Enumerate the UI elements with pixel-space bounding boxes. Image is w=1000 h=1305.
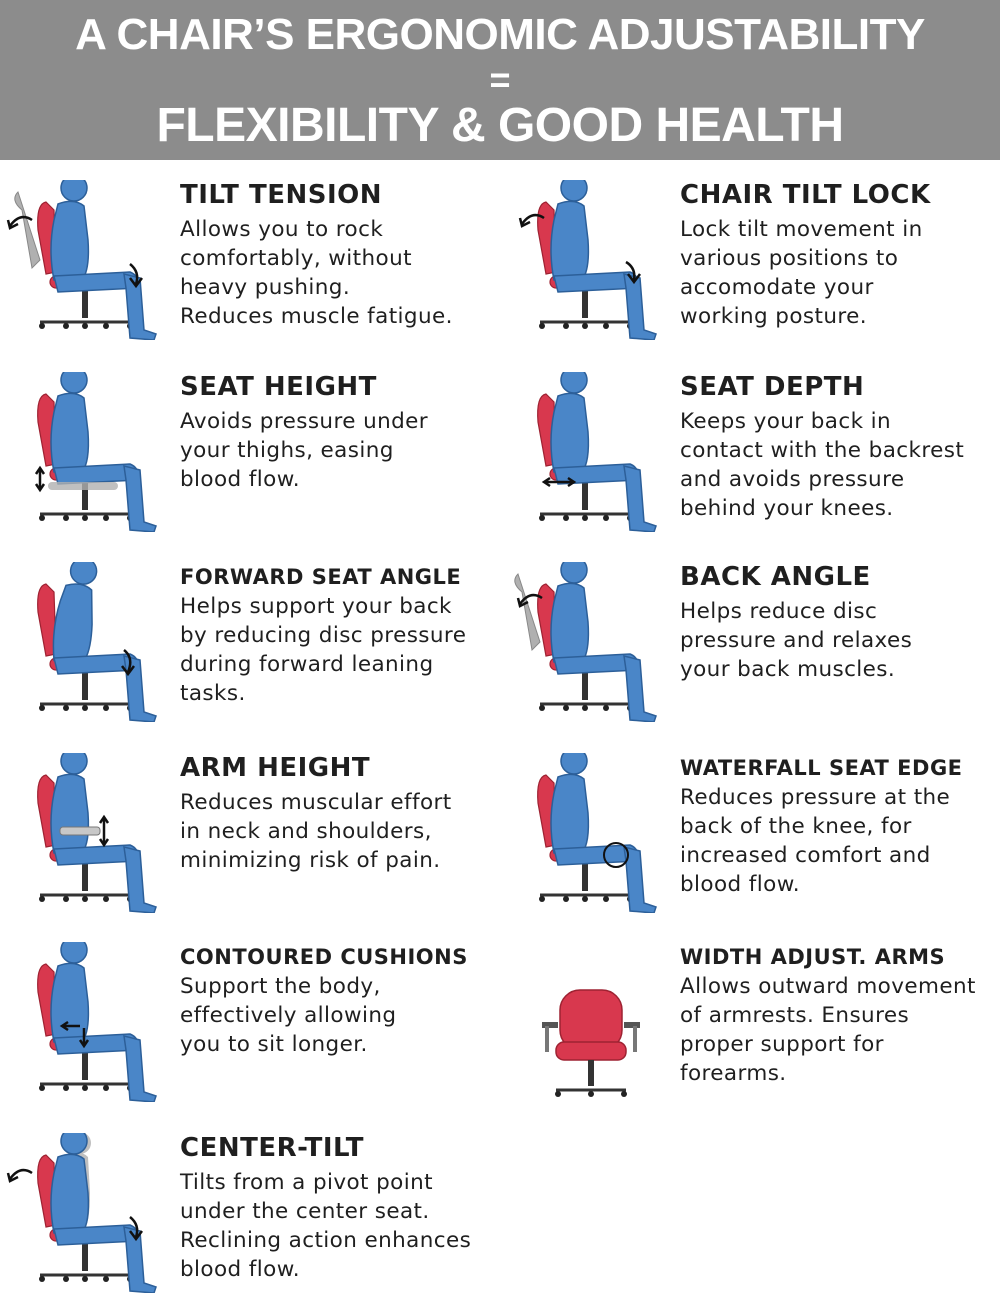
feature-text (180, 562, 495, 708)
feature-title: SEAT DEPTH (680, 372, 865, 402)
feature-text (680, 753, 995, 899)
description-line: your thighs, easing (180, 438, 394, 463)
description-line: increased comfort and (680, 843, 931, 868)
feature-item (500, 562, 1000, 732)
description-line: effectively allowing (180, 1003, 397, 1028)
description-line: by reducing disc pressure (180, 623, 467, 648)
feature-description (180, 788, 495, 875)
description-line: Allows outward movement (680, 974, 976, 999)
feature-item (0, 942, 500, 1112)
forward-seat-angle-icon (0, 562, 170, 722)
feature-item (500, 753, 1000, 923)
feature-text (680, 942, 995, 1088)
feature-title: CONTOURED CUSHIONS (180, 945, 468, 969)
description-line: Helps reduce disc (680, 599, 878, 624)
description-line: comfortably, without (180, 246, 412, 271)
description-line: of armrests. Ensures (680, 1003, 910, 1028)
feature-item (500, 942, 1000, 1112)
feature-text (680, 180, 995, 331)
feature-text (680, 372, 995, 523)
arm-height-icon (0, 753, 170, 913)
description-line: Reduces muscular effort (180, 790, 452, 815)
tilt-tension-icon (0, 180, 170, 340)
description-line: minimizing risk of pain. (180, 848, 441, 873)
feature-title: TILT TENSION (180, 180, 382, 210)
feature-description (180, 972, 495, 1059)
seat-height-icon (0, 372, 170, 532)
feature-description (680, 597, 995, 684)
feature-item (0, 1133, 500, 1303)
feature-description (180, 215, 495, 331)
description-line: blood flow. (180, 467, 300, 492)
feature-description (180, 592, 495, 708)
feature-title: WIDTH ADJUST. ARMS (680, 945, 946, 969)
feature-description (680, 783, 995, 899)
feature-text (180, 372, 495, 494)
description-line: pressure and relaxes (680, 628, 913, 653)
feature-description (680, 407, 995, 523)
feature-title: CENTER-TILT (180, 1133, 364, 1163)
feature-item (0, 753, 500, 923)
description-line: behind your knees. (680, 496, 894, 521)
description-line: Reduces pressure at the (680, 785, 951, 810)
waterfall-seat-edge-icon (500, 753, 670, 913)
feature-description (180, 1168, 495, 1284)
feature-title: CHAIR TILT LOCK (680, 180, 931, 210)
description-line: you to sit longer. (180, 1032, 368, 1057)
feature-text (180, 942, 495, 1059)
feature-description (180, 407, 495, 494)
feature-description (680, 215, 995, 331)
feature-text (180, 180, 495, 331)
description-line: accomodate your (680, 275, 874, 300)
description-line: Lock tilt movement in (680, 217, 923, 242)
description-line: under the center seat. (180, 1199, 430, 1224)
description-line: in neck and shoulders, (180, 819, 432, 844)
description-line: working posture. (680, 304, 867, 329)
description-line: blood flow. (180, 1257, 300, 1282)
seat-depth-icon (500, 372, 670, 532)
description-line: forearms. (680, 1061, 787, 1086)
width-adjust-arms-icon (500, 942, 670, 1102)
feature-title: WATERFALL SEAT EDGE (680, 756, 963, 780)
description-line: Allows you to rock (180, 217, 384, 242)
chair-tilt-lock-icon (500, 180, 670, 340)
contoured-cushions-icon (0, 942, 170, 1102)
feature-item (500, 180, 1000, 350)
description-line: tasks. (180, 681, 246, 706)
feature-text (180, 753, 495, 875)
header-equals: = (489, 59, 511, 100)
back-angle-icon (500, 562, 670, 722)
description-line: contact with the backrest (680, 438, 965, 463)
header-line-2: FLEXIBILITY & GOOD HEALTH (156, 99, 844, 152)
feature-item (500, 372, 1000, 542)
feature-title: ARM HEIGHT (180, 753, 371, 783)
description-line: back of the knee, for (680, 814, 912, 839)
description-line: and avoids pressure (680, 467, 905, 492)
feature-item (0, 180, 500, 350)
description-line: Keeps your back in (680, 409, 892, 434)
description-line: Reduces muscle fatigue. (180, 304, 453, 329)
page-header (0, 0, 1000, 160)
feature-item (0, 562, 500, 732)
feature-title: SEAT HEIGHT (180, 372, 377, 402)
description-line: blood flow. (680, 872, 800, 897)
description-line: Avoids pressure under (180, 409, 429, 434)
center-tilt-icon (0, 1133, 170, 1293)
description-line: Tilts from a pivot point (180, 1170, 433, 1195)
description-line: proper support for (680, 1032, 884, 1057)
description-line: Reclining action enhances (180, 1228, 472, 1253)
description-line: Helps support your back (180, 594, 452, 619)
feature-text (680, 562, 995, 684)
header-line-1: A CHAIR’S ERGONOMIC ADJUSTABILITY (75, 10, 925, 59)
description-line: during forward leaning (180, 652, 434, 677)
description-line: various positions to (680, 246, 899, 271)
feature-description (680, 972, 995, 1088)
description-line: heavy pushing. (180, 275, 351, 300)
feature-item (0, 372, 500, 542)
feature-title: FORWARD SEAT ANGLE (180, 565, 462, 589)
feature-title: BACK ANGLE (680, 562, 871, 592)
feature-text (180, 1133, 495, 1284)
description-line: Support the body, (180, 974, 381, 999)
description-line: your back muscles. (680, 657, 896, 682)
